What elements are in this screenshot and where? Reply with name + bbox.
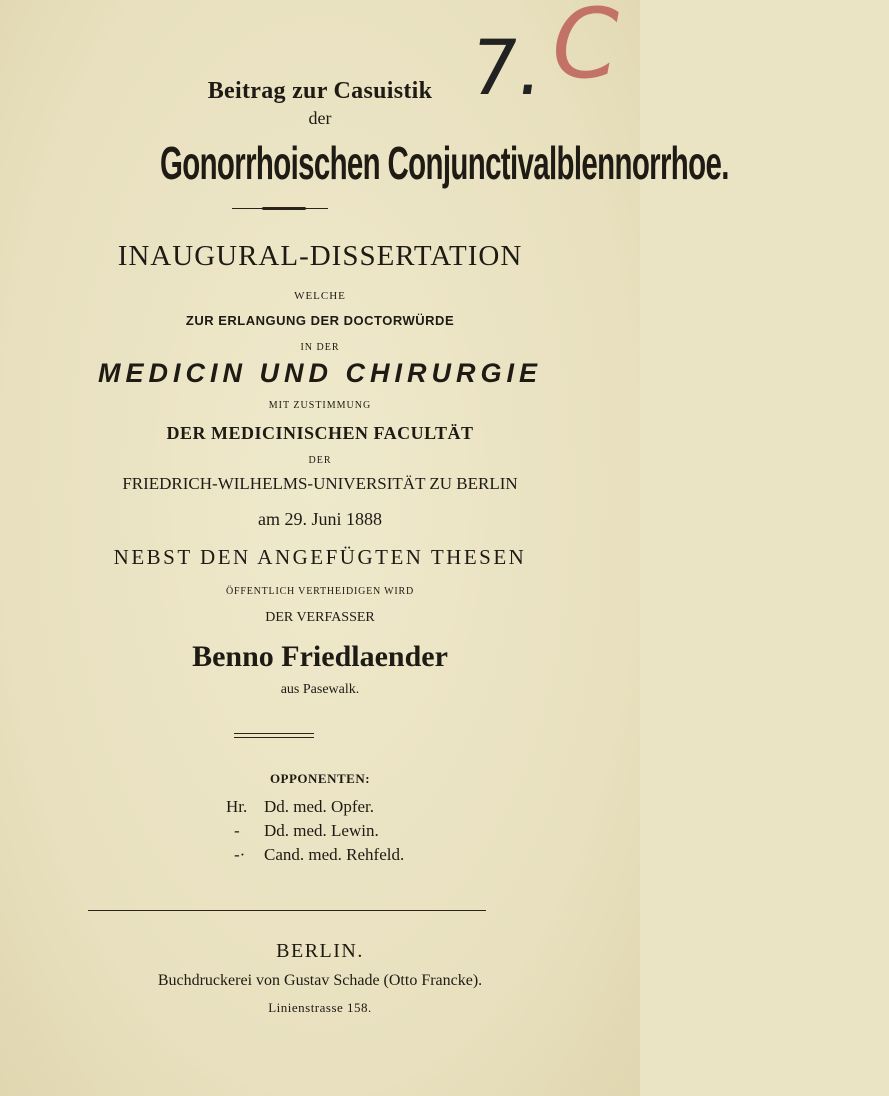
main-title: Gonorrhoischen Conjunctivalblennorrhoe. [159, 137, 729, 189]
ornament-rule-center [262, 207, 306, 210]
main-title-wrap [0, 136, 729, 190]
opponents-list [226, 795, 404, 867]
printer-text: Buchdruckerei von Gustav Schade (Otto Francke). [157, 972, 483, 989]
opponent-row [226, 819, 404, 843]
university-text: FRIEDRICH-WILHELMS-UNIVERSITÄT ZU BERLIN [122, 474, 518, 493]
library-mark: C [552, 0, 620, 100]
opponent-name: Cand. med. Rehfeld. [264, 845, 405, 864]
title-line-2: der [308, 108, 332, 128]
opponent-row [226, 795, 404, 819]
dissertation-heading: INAUGURAL-DISSERTATION [117, 240, 523, 272]
nebst-text: NEBST DEN ANGEFÜGTEN THESEN [113, 545, 527, 569]
handwritten-number: 7. [463, 23, 549, 112]
origin-text: aus Pasewalk. [280, 682, 360, 697]
faculty-text: DER MEDICINISCHEN FACULTÄT [166, 423, 474, 443]
oeffentlich-text: ÖFFENTLICH VERTHEIDIGEN WIRD [225, 586, 415, 597]
double-rule-top [234, 733, 314, 734]
opponent-row [226, 843, 404, 867]
mit-zustimmung-text: MIT ZUSTIMMUNG [268, 400, 372, 411]
der-text: DER [308, 455, 332, 466]
long-rule [88, 910, 486, 911]
author-name: Benno Friedlaender [192, 640, 448, 673]
date-text: am 29. Juni 1888 [258, 509, 382, 529]
double-rule-bottom [234, 737, 314, 738]
medicin-text: MEDICIN UND CHIRURGIE [97, 358, 542, 388]
opponent-prefix: -· [234, 845, 246, 864]
opponent-prefix: Hr. [226, 797, 248, 816]
opponent-prefix: - [234, 821, 240, 840]
address-text: Linienstrasse 158. [268, 1000, 372, 1015]
verfasser-text: DER VERFASSER [265, 610, 375, 625]
zur-erlangung-text: ZUR ERLANGUNG DER DOCTORWÜRDE [185, 313, 455, 328]
opponent-name: Dd. med. Opfer. [264, 797, 375, 816]
welche-text: WELCHE [294, 290, 346, 302]
city-text: BERLIN. [276, 940, 364, 962]
opponent-name: Dd. med. Lewin. [264, 821, 379, 840]
in-der-text: IN DER [300, 342, 340, 353]
title-line-1: Beitrag zur Casuistik [207, 78, 433, 104]
opponents-heading: OPPONENTEN: [269, 771, 371, 786]
